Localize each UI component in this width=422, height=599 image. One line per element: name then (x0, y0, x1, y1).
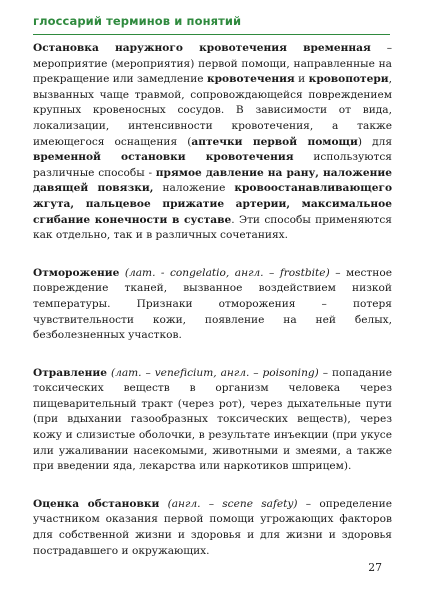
header-rule (33, 34, 390, 35)
definition-text: – определение участником оказания первой помощи угрожающих факторов для собственной жизни и здоровья и для жизни и здоровья пострадавшего и окружающих. (33, 497, 392, 557)
definition-text: ) для (357, 135, 393, 148)
term-bold-text: аптечки первой помощи (191, 135, 358, 148)
term-bold-text: Отравление (33, 366, 107, 379)
term-bold-text: кровопотери (308, 73, 389, 86)
term-etymology: (лат. - congelatio, англ. – frostbite) (124, 266, 330, 279)
term-bold-text: Остановка наружного кровотечения временная (33, 42, 371, 54)
definition-text: – попадание токсических веществ в организм человека через пищеварительный тракт (через рот), через дыхательные пути (при вдыхании газообразных токсических веществ), через кожу и слизистые оболочки, в результате инъекции (при укусе или ужаливании насекомыми, животными и змеями, а также при введении яда, лекарства или наркотиков шприцем). (33, 366, 393, 473)
glossary-entry-bleeding (33, 41, 392, 244)
page-number: 27 (368, 561, 382, 574)
definition-text: – местное повреждение тканей, вызванное воздействием низкой температуры. Признаки отморожения – потеря чувствительности кожи, появление на ней белых, безболезненных участков. (33, 266, 392, 342)
definition-text: , вызванных чаще травмой, сопровождающейся повреждением крупных кровеносных сосудов. В зависимости от вида, локализации, интенсивности кровотечения, а также имеющегося оснащения ( (33, 73, 392, 148)
definition-text: используются различные способы - (33, 151, 392, 179)
term-bold-text: временной остановки кровотечения (33, 151, 294, 164)
term-etymology: (лат. – veneficium, англ. – poisoning) (110, 366, 319, 379)
definition-text: – мероприятие (мероприятия) первой помощи, направленные на прекращение или замедление (33, 42, 392, 86)
definition-text (159, 498, 167, 510)
glossary-entry-frostbite (33, 266, 392, 344)
term-etymology: (англ. – scene safety) (167, 497, 298, 510)
glossary-entry-poisoning (33, 366, 392, 475)
glossary-body (33, 41, 392, 581)
definition-text: . Эти способы применяются как отдельно, так и в различных сочетаниях. (33, 213, 392, 242)
definition-text: и (294, 73, 309, 86)
term-bold-text: кровотечения (206, 73, 295, 86)
section-header: глоссарий терминов и понятий (33, 14, 242, 28)
term-bold-text: Отморожение (33, 266, 120, 279)
term-bold-text: Оценка обстановки (33, 497, 160, 510)
term-bold-text: прямое давление на рану, наложение давящей повязки, (33, 166, 392, 195)
term-bold-text: кровоостанавливающего жгута, пальцевое прижатие артерии, максимальное сгибание конечности в суставе (33, 182, 393, 226)
glossary-entry-scene-safety (33, 497, 392, 559)
definition-text: наложение (153, 182, 235, 195)
